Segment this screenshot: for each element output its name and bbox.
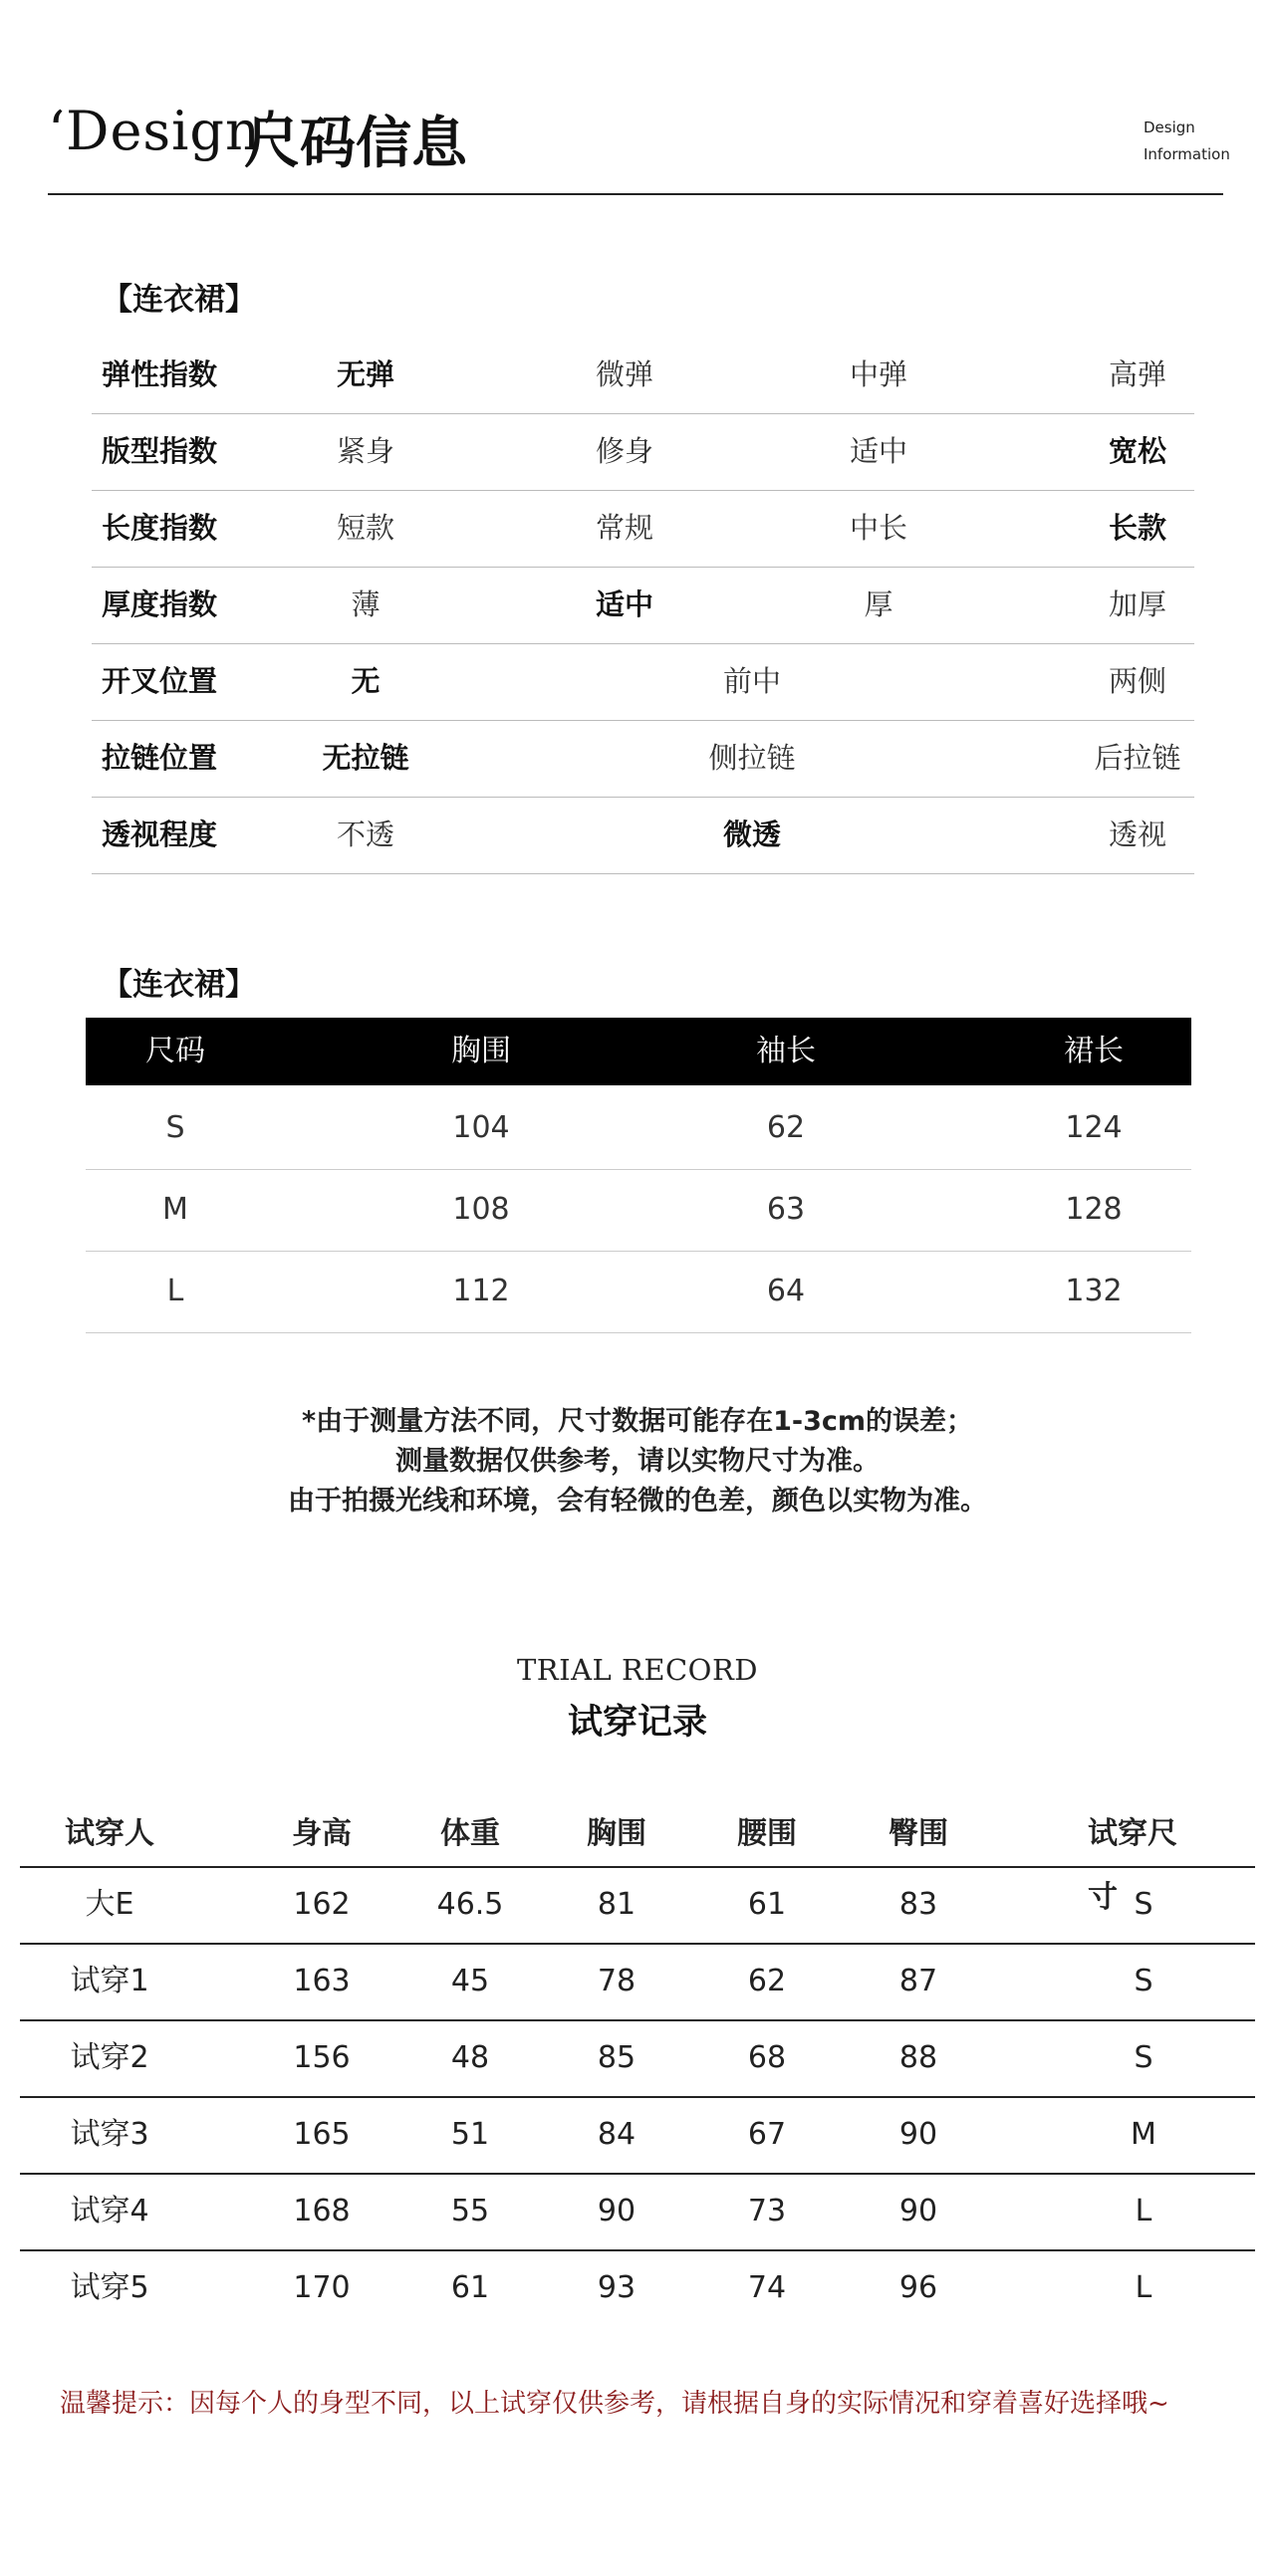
trial-cell: 90 bbox=[898, 2117, 938, 2152]
attribute-option: 薄 bbox=[351, 587, 381, 621]
trial-cell: 85 bbox=[597, 2040, 637, 2075]
trial-cell: 61 bbox=[450, 2270, 490, 2305]
trial-person-cell: 试穿3 bbox=[70, 2117, 149, 2152]
measurement-notes bbox=[0, 1402, 1275, 1522]
trial-cell: 170 bbox=[293, 2270, 351, 2305]
trial-cell: 61 bbox=[747, 1887, 787, 1922]
attribute-option-selected: 长款 bbox=[1108, 511, 1167, 545]
attribute-option: 不透 bbox=[336, 818, 395, 851]
header-caption-line2: Information bbox=[1144, 145, 1230, 163]
attribute-option: 中弹 bbox=[849, 357, 908, 391]
attribute-row bbox=[92, 797, 1194, 874]
attributes-section-title: 【连衣裙】 bbox=[102, 282, 256, 318]
size-cell: L bbox=[166, 1274, 184, 1308]
attribute-option-selected: 宽松 bbox=[1108, 434, 1167, 468]
trial-table-row bbox=[20, 2249, 1255, 2325]
attribute-option: 紧身 bbox=[336, 434, 395, 468]
trial-header-cell: 体重 bbox=[440, 1816, 500, 1851]
attribute-option-selected: 微透 bbox=[722, 818, 782, 851]
trial-cell: 51 bbox=[450, 2117, 490, 2152]
attribute-row bbox=[92, 337, 1194, 414]
attribute-option-selected: 无拉链 bbox=[322, 741, 409, 775]
trial-table-row bbox=[20, 2096, 1255, 2172]
attribute-option: 中长 bbox=[849, 511, 908, 545]
size-cell: 63 bbox=[766, 1192, 806, 1227]
trial-cell: 45 bbox=[450, 1964, 490, 1998]
trial-person-cell: 试穿5 bbox=[70, 2270, 149, 2305]
trial-cell: 96 bbox=[898, 2270, 938, 2305]
attribute-option: 后拉链 bbox=[1094, 741, 1181, 775]
trial-cell: 46.5 bbox=[436, 1887, 504, 1922]
trial-title-cn: 试穿记录 bbox=[567, 1703, 707, 1743]
size-cell: 128 bbox=[1065, 1192, 1123, 1227]
size-header-cell: 尺码 bbox=[145, 1034, 205, 1068]
trial-header-cell: 腰围 bbox=[737, 1816, 797, 1851]
attribute-row bbox=[92, 567, 1194, 644]
trial-cell: 78 bbox=[597, 1964, 637, 1998]
size-cell: 104 bbox=[452, 1110, 510, 1145]
size-cell: 108 bbox=[452, 1192, 510, 1227]
attribute-label: 厚度指数 bbox=[102, 587, 218, 621]
size-cell: 124 bbox=[1065, 1110, 1123, 1145]
attribute-label: 拉链位置 bbox=[102, 741, 218, 775]
trial-table-row bbox=[20, 2173, 1255, 2248]
trial-cell: 74 bbox=[747, 2270, 787, 2305]
trial-cell: 48 bbox=[450, 2040, 490, 2075]
attribute-option-selected: 适中 bbox=[595, 587, 654, 621]
trial-person-cell: 试穿1 bbox=[70, 1964, 149, 1998]
attribute-option: 加厚 bbox=[1108, 587, 1167, 621]
size-header-cell: 袖长 bbox=[756, 1034, 816, 1068]
size-table-title: 【连衣裙】 bbox=[102, 967, 256, 1003]
trial-cell: 162 bbox=[293, 1887, 351, 1922]
trial-cell: M bbox=[1131, 2117, 1156, 2152]
trial-table-row bbox=[20, 1943, 1255, 2018]
size-cell: 62 bbox=[766, 1110, 806, 1145]
note-line: *由于测量方法不同，尺寸数据可能存在1-3cm的误差； bbox=[301, 1406, 974, 1437]
attribute-option: 前中 bbox=[722, 664, 782, 698]
attribute-label: 长度指数 bbox=[102, 511, 218, 545]
size-cell: 132 bbox=[1065, 1274, 1123, 1308]
size-header-cell: 裙长 bbox=[1064, 1034, 1124, 1068]
size-cell: S bbox=[165, 1110, 185, 1145]
trial-table-row bbox=[20, 2019, 1255, 2095]
page-title: 尺码信息 bbox=[244, 112, 467, 176]
attribute-option: 微弹 bbox=[595, 357, 654, 391]
size-table-row bbox=[86, 1251, 1191, 1333]
trial-cell: 68 bbox=[747, 2040, 787, 2075]
attribute-row bbox=[92, 490, 1194, 568]
attribute-option: 适中 bbox=[849, 434, 908, 468]
attribute-row bbox=[92, 720, 1194, 798]
size-table-row bbox=[86, 1169, 1191, 1252]
trial-cell: 93 bbox=[597, 2270, 637, 2305]
size-table-header bbox=[86, 1018, 1191, 1085]
trial-cell: 81 bbox=[597, 1887, 637, 1922]
trial-person-cell: 试穿2 bbox=[70, 2040, 149, 2075]
trial-header-cell: 臀围 bbox=[889, 1816, 948, 1851]
header-caption bbox=[1144, 115, 1230, 168]
size-table-row bbox=[86, 1087, 1191, 1170]
attribute-option-selected: 无弹 bbox=[336, 357, 395, 391]
trial-cell: 165 bbox=[293, 2117, 351, 2152]
trial-cell: L bbox=[1135, 2270, 1152, 2305]
trial-cell: 83 bbox=[898, 1887, 938, 1922]
attribute-option: 透视 bbox=[1108, 818, 1167, 851]
trial-cell: 84 bbox=[597, 2117, 637, 2152]
trial-cell: 90 bbox=[898, 2194, 938, 2228]
header-caption-line1: Design bbox=[1144, 118, 1195, 136]
attribute-label: 开叉位置 bbox=[102, 664, 218, 698]
trial-header-cell: 试穿人 bbox=[65, 1816, 154, 1851]
trial-cell: 90 bbox=[597, 2194, 637, 2228]
trial-title-en: TRIAL RECORD bbox=[516, 1653, 759, 1687]
trial-table-row bbox=[20, 1866, 1255, 1942]
attribute-option: 常规 bbox=[595, 511, 654, 545]
trial-person-cell: 大E bbox=[85, 1887, 134, 1922]
note-line: 由于拍摄光线和环境，会有轻微的色差，颜色以实物为准。 bbox=[288, 1486, 987, 1517]
note-line: 测量数据仅供参考，请以实物尺寸为准。 bbox=[395, 1446, 880, 1477]
design-wordmark: ‘Design’ bbox=[48, 100, 279, 162]
attribute-label: 弹性指数 bbox=[102, 357, 218, 391]
trial-cell: S bbox=[1134, 1887, 1153, 1922]
attribute-option: 侧拉链 bbox=[708, 741, 796, 775]
trial-cell: 55 bbox=[450, 2194, 490, 2228]
size-header-cell: 胸围 bbox=[451, 1034, 511, 1068]
size-cell: 112 bbox=[452, 1274, 510, 1308]
trial-cell: 156 bbox=[293, 2040, 351, 2075]
size-cell: 64 bbox=[766, 1274, 806, 1308]
trial-person-cell: 试穿4 bbox=[70, 2194, 149, 2228]
attribute-option-selected: 无 bbox=[351, 664, 381, 698]
trial-header-cell: 试穿尺寸 bbox=[1088, 1816, 1177, 1915]
warm-tip: 温馨提示：因每个人的身型不同，以上试穿仅供参考，请根据自身的实际情况和穿着喜好选择哦~ bbox=[60, 2389, 1169, 2419]
attribute-row bbox=[92, 643, 1194, 721]
trial-cell: S bbox=[1134, 1964, 1153, 1998]
trial-cell: 88 bbox=[898, 2040, 938, 2075]
trial-header-cell: 身高 bbox=[292, 1816, 352, 1851]
attribute-label: 透视程度 bbox=[102, 818, 218, 851]
trial-cell: 163 bbox=[293, 1964, 351, 1998]
attribute-option: 短款 bbox=[336, 511, 395, 545]
size-cell: M bbox=[162, 1192, 188, 1227]
trial-cell: 67 bbox=[747, 2117, 787, 2152]
trial-cell: 73 bbox=[747, 2194, 787, 2228]
trial-cell: 168 bbox=[293, 2194, 351, 2228]
trial-cell: 62 bbox=[747, 1964, 787, 1998]
attribute-option: 修身 bbox=[595, 434, 654, 468]
trial-cell: S bbox=[1134, 2040, 1153, 2075]
trial-cell: L bbox=[1135, 2194, 1152, 2228]
trial-header-cell: 胸围 bbox=[587, 1816, 646, 1851]
attribute-option: 高弹 bbox=[1108, 357, 1167, 391]
attribute-label: 版型指数 bbox=[102, 434, 218, 468]
attribute-option: 两侧 bbox=[1108, 664, 1167, 698]
trial-cell: 87 bbox=[898, 1964, 938, 1998]
header-divider bbox=[48, 193, 1223, 195]
attribute-option: 厚 bbox=[864, 587, 893, 621]
attribute-row bbox=[92, 413, 1194, 491]
